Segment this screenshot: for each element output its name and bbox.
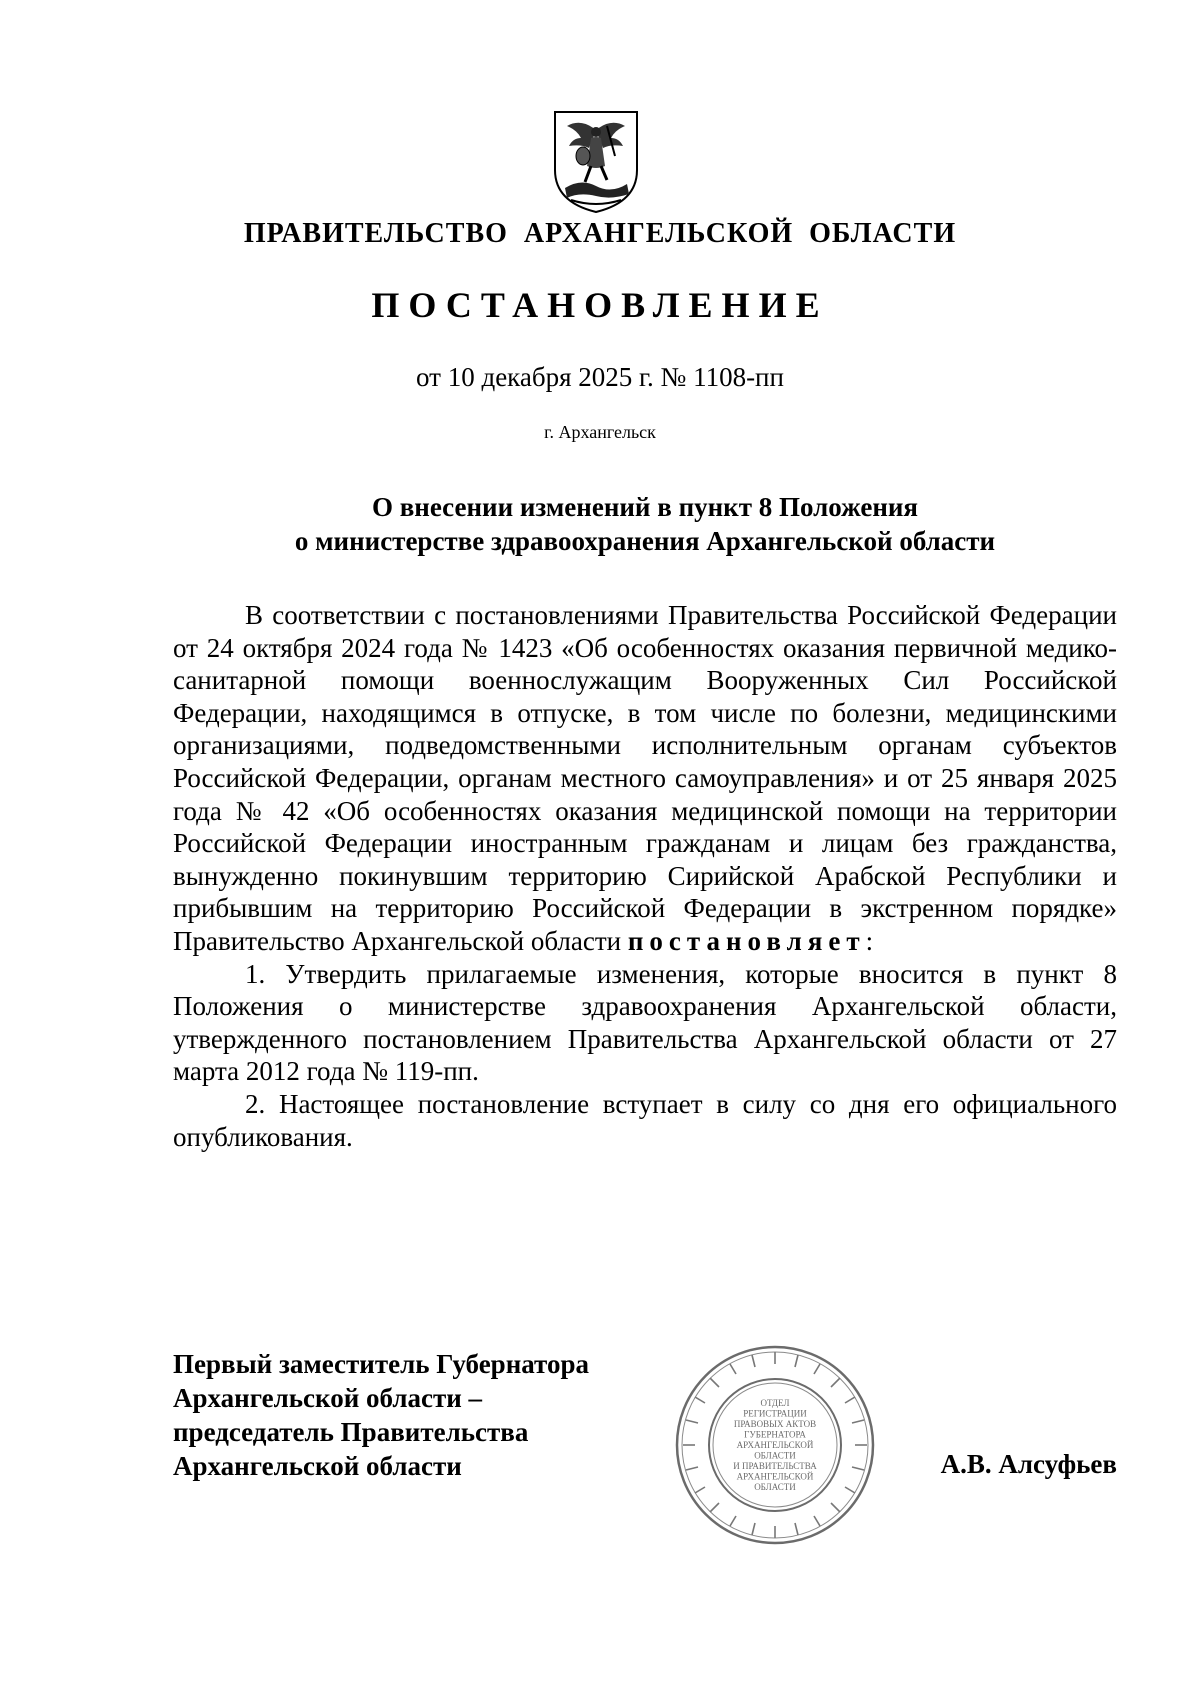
document-type: ПОСТАНОВЛЕНИЕ [371, 285, 829, 325]
subject-line-2: о министерстве здравоохранения Архангельской области [294, 526, 996, 556]
seal-text-line: АРХАНГЕЛЬСКОЙ [736, 1471, 814, 1482]
seal-text-line: ГУБЕРНАТОРА [744, 1429, 806, 1440]
signer-position [173, 1347, 693, 1483]
signer-position-line-3: председатель Правительства [173, 1417, 529, 1447]
document-date-number: от 10 декабря 2025 г. № 1108-пп [416, 362, 784, 392]
signer-position-line-2: Архангельской области – [173, 1383, 483, 1413]
preamble-paragraph [173, 599, 1117, 958]
official-seal [670, 1340, 880, 1550]
document-city: г. Архангельск [544, 422, 656, 442]
government-title: ПРАВИТЕЛЬСТВО АРХАНГЕЛЬСКОЙ ОБЛАСТИ [243, 218, 957, 249]
seal-text-line: РЕГИСТРАЦИИ [743, 1408, 807, 1419]
seal-text-line: И ПРАВИТЕЛЬСТВА [733, 1461, 817, 1471]
signer-position-line-4: Архангельской области [173, 1451, 462, 1481]
document-body [173, 599, 1117, 1153]
coat-of-arms-icon [551, 108, 641, 216]
seal-text-line: ОБЛАСТИ [754, 1482, 796, 1492]
signer-position-line-1: Первый заместитель Губернатора [173, 1349, 589, 1379]
seal-text-line: АРХАНГЕЛЬСКОЙ [736, 1440, 814, 1450]
document-subject [170, 490, 1120, 558]
resolves-word: постановляет [627, 925, 866, 956]
signer-name: А.В. Алсуфьев [940, 1449, 1117, 1479]
item-1-paragraph: 1. Утвердить прилагаемые изменения, которые вносится в пункт 8 Положения о министерстве здравоохранения Архангельской области, утвержденного постановлением Правительства Архангельской области от 27 марта 2012 года № 119-пп. [173, 958, 1117, 1087]
seal-text-line: ОБЛАСТИ [754, 1450, 796, 1461]
subject-line-1: О внесении изменений в пункт 8 Положения [371, 492, 919, 522]
item-2-paragraph: 2. Настоящее постановление вступает в силу со дня его официального опубликования. [173, 1088, 1117, 1152]
seal-text-line: ПРАВОВЫХ АКТОВ [733, 1419, 817, 1429]
preamble-text: В соответствии с постановлениями Правительства Российской Федерации от 24 октября 2024 года № 1423 «Об особенностях оказания первичной медико-санитарной помощи военнослужащим Вооруженных Сил Российской Федерации, находящимся в отпуске, в том числе по болезни, медицинскими организациями, подведомственными исполнительным органам субъектов Российской Федерации, органам местного самоуправления» и от 25 января 2025 года № 42 «Об особенностях оказания медицинской помощи на территории Российской Федерации иностранным гражданам и лицам без гражданства, вынужденно покинувшим территорию Сирийской Арабской Республики и прибывшим на территорию Российской Федерации в экстренном порядке» Правительство Архангельской области [173, 600, 1117, 956]
seal-text-line: ОТДЕЛ [760, 1398, 790, 1408]
resolves-colon: : [865, 925, 874, 956]
